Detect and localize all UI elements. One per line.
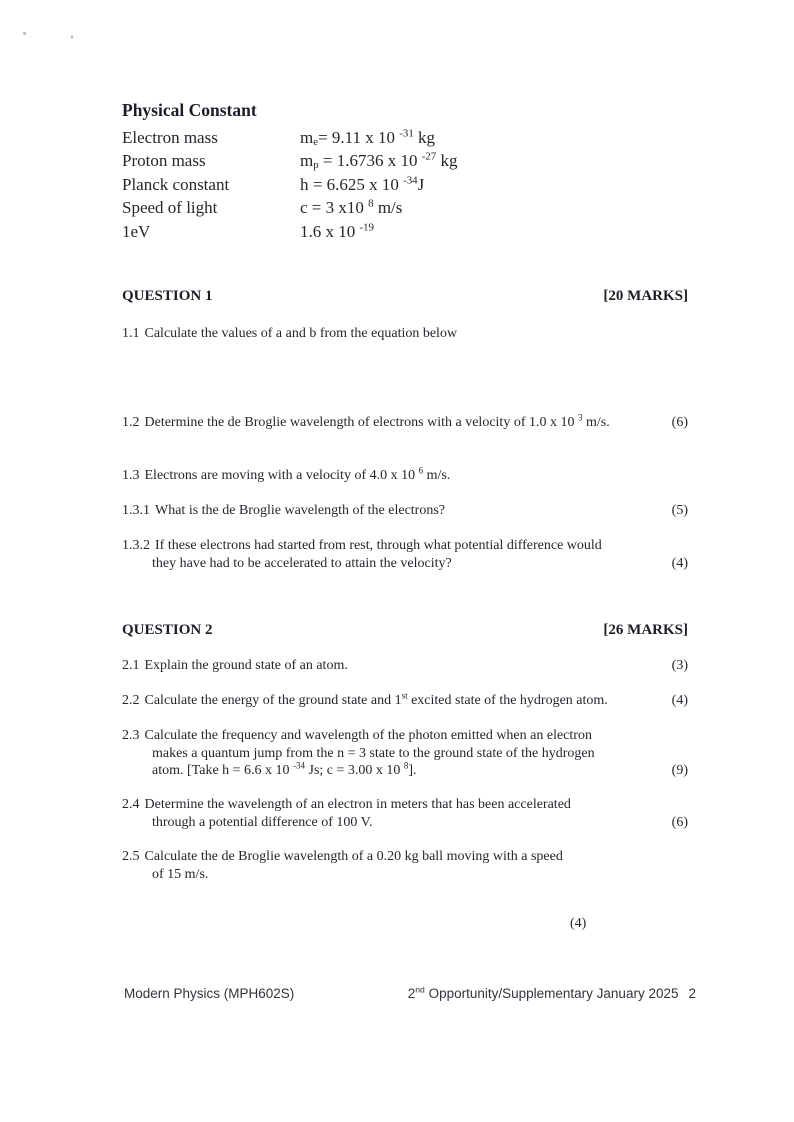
question-item-1-3-2	[122, 537, 688, 572]
question2-title: QUESTION 2	[122, 622, 213, 638]
item-number: 1.3.2	[122, 538, 150, 553]
constant-label: Planck constant	[122, 174, 230, 194]
constant-value: mp = 1.6736 x 10 $^{-27}$ kg	[300, 150, 458, 171]
item-text: Electrons are moving with a velocity of 4.0 x 10 $^6$ m/s.	[144, 465, 451, 483]
item-number: 2.5	[122, 849, 140, 864]
item-marks: (5)	[671, 503, 688, 518]
question1-title: QUESTION 1	[122, 288, 213, 304]
constants-title: Physical Constant	[122, 100, 257, 120]
constant-label: Proton mass	[122, 151, 206, 170]
question-item-1-2	[122, 414, 688, 432]
scan-speck	[23, 32, 26, 35]
item-text-continuation: atom. [Take h = 6.6 x 10 $^{-34}$ Js; c = 3.00 x 10 $^8$].	[152, 760, 417, 778]
question2-heading	[122, 622, 688, 639]
item-number: 1.1	[122, 326, 140, 341]
item-number: 1.2	[122, 415, 140, 430]
item-marks: (9)	[671, 763, 688, 778]
constant-row-planck-constant	[122, 173, 458, 197]
item-text: Calculate the values of a and b from the equation below	[144, 326, 458, 341]
item-text-continuation: they have had to be accelerated to attain the velocity?	[152, 555, 452, 571]
question-item-2-2	[122, 692, 688, 710]
page-number: 2	[688, 986, 696, 1001]
physical-constants-section	[122, 99, 458, 243]
constant-value: c = 3 x10 $^8$ m/s	[300, 197, 403, 217]
constant-row-1ev	[122, 220, 458, 244]
constant-label: Speed of light	[122, 198, 218, 217]
question-item-2-4	[122, 796, 688, 831]
footer-session: 2nd Opportunity/Supplementary January 2025 2	[407, 984, 696, 1001]
constant-row-speed-of-light	[122, 196, 458, 220]
item-text: Explain the ground state of an atom.	[144, 658, 348, 673]
question-item-1-1	[122, 325, 688, 343]
constant-value: h = 6.625 x 10 $^{-34}$J	[300, 173, 425, 194]
constant-row-electron-mass	[122, 126, 458, 150]
item-text: Determine the wavelength of an electron in meters that has been accelerated	[144, 797, 571, 812]
item-marks: (6)	[671, 814, 688, 830]
item-text: Calculate the energy of the ground state and 1st excited state of the hydrogen atom.	[144, 690, 608, 708]
constant-label: Electron mass	[122, 127, 218, 147]
question1-total-marks: [20 MARKS]	[603, 288, 688, 304]
item-text-continuation: through a potential difference of 100 V.	[152, 814, 373, 830]
constant-value: 1.6 x 10 $^{-19}$	[300, 220, 374, 241]
item-number: 2.1	[122, 658, 140, 673]
item-text: If these electrons had started from rest, through what potential difference would	[155, 538, 602, 553]
item-number: 2.2	[122, 693, 140, 708]
question-item-1-3-1	[122, 502, 688, 520]
item-text-continuation: of 15 m/s.	[152, 866, 209, 882]
constant-value: me= 9.11 x 10 $^{-31}$ kg	[300, 126, 436, 148]
question-item-1-3	[122, 467, 688, 485]
item-text-continuation: makes a quantum jump from the n = 3 state to the ground state of the hydrogen	[152, 745, 595, 761]
question2-total-marks: [26 MARKS]	[603, 622, 688, 638]
nuclear-equation-block	[122, 355, 688, 379]
question1-heading	[122, 288, 688, 305]
item-marks: (4)	[671, 555, 688, 571]
item-marks: (3)	[671, 658, 688, 673]
question-item-2-1	[122, 657, 688, 675]
scan-speck	[71, 35, 73, 39]
question-item-2-3	[122, 727, 688, 780]
constant-row-proton-mass	[122, 149, 458, 173]
item-marks: (6)	[671, 415, 688, 430]
item-marks: (4)	[671, 693, 688, 708]
item-number: 1.3	[122, 468, 140, 483]
constant-label: 1eV	[122, 221, 151, 241]
item-number: 2.3	[122, 728, 140, 743]
item-text: Calculate the de Broglie wavelength of a 0.20 kg ball moving with a speed	[144, 849, 563, 864]
question-item-2-5	[122, 848, 688, 883]
item-number: 1.3.1	[122, 503, 150, 518]
footer-course: Modern Physics (MPH602S)	[124, 986, 295, 1001]
item-marks-2-5: (4)	[570, 916, 587, 931]
item-number: 2.4	[122, 797, 140, 812]
item-text: What is the de Broglie wavelength of the electrons?	[155, 503, 446, 518]
item-text: Determine the de Broglie wavelength of electrons with a velocity of 1.0 x 10 $^3$ m/s.	[144, 412, 610, 430]
item-text: Calculate the frequency and wavelength of the photon emitted when an electron	[144, 728, 592, 743]
page-footer	[124, 986, 696, 1001]
